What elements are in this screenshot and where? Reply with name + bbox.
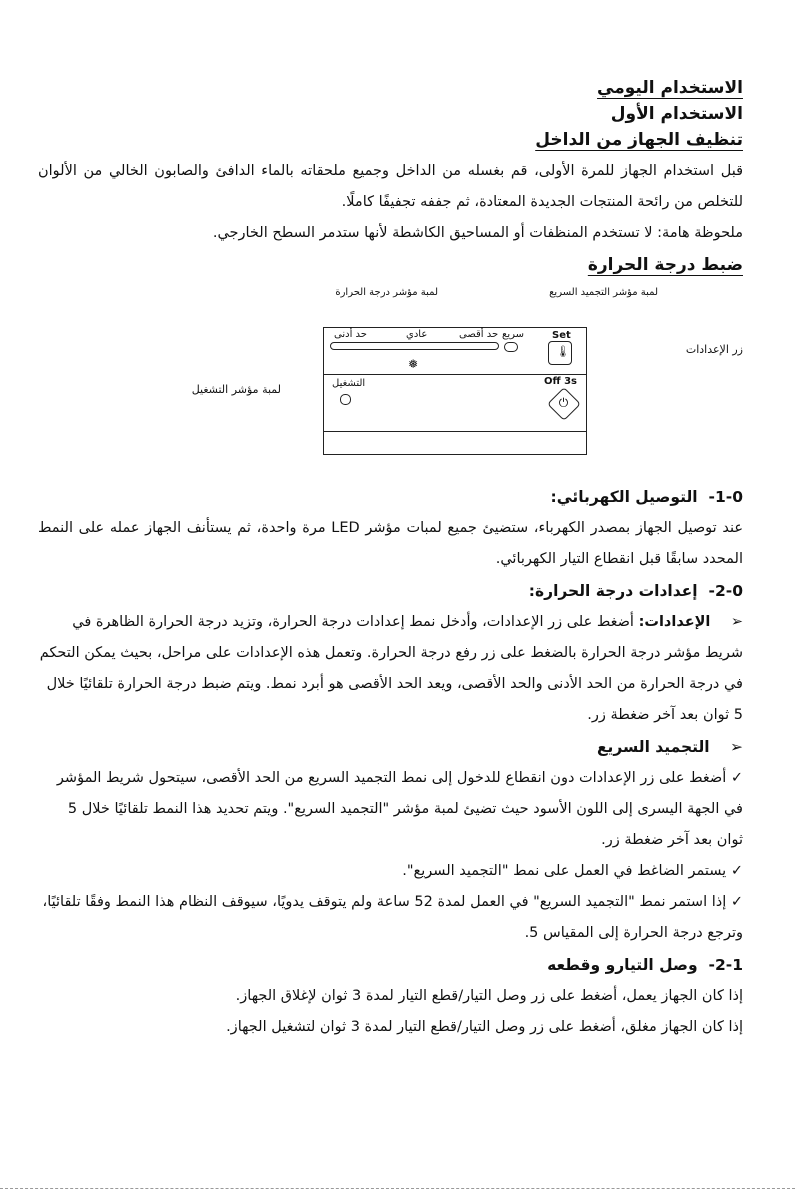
fast-freeze-text-3: إذا استمر نمط "التجميد السريع" في العمل لمدة 52 ساعة ولم يتوقف يدويًا، سيوقف النظام هذا النمط وفقًا تلقائيًا، وترجع درجة الحرارة إلى المقياس 5. (42, 894, 743, 941)
fast-freeze-text-1: أضغط على زر الإعدادات دون انقطاع للدخول إلى نمط التجميد السريع من الحد الأقصى، سيتحول شريط المؤشر في الجهة اليسرى إلى اللون الأسود حيث تضيئ لمبة مؤشر "التجميد السريع". ويتم تحديد هذا النمط تلقائيًا خلال 5 ثوان بعد آخر ضغطة زر. (56, 770, 743, 848)
item-3-title: وصل التيارو وقطعه (547, 956, 698, 974)
fast-freeze-title: التجميد السريع (596, 738, 710, 756)
item-3-number: 2-1- (708, 956, 743, 974)
settings-bullet (38, 607, 743, 731)
heading-temp-control: ضبط درجة الحرارة (587, 255, 743, 275)
item-2-title: إعدادات درجة الحرارة: (528, 582, 698, 600)
connect-text: عند توصيل الجهاز بمصدر الكهرباء، ستضيئ جميع لمبات مؤشر LED مرة واحدة، ثم يستأنف الجهاز عمله على النمط المحدد سابقًا قبل انقطاع التيار الكهربائي. (38, 520, 744, 567)
fast-freeze-heading (38, 731, 743, 763)
fast-freeze-bullet-2 (38, 856, 743, 887)
item-2-number: 2-0- (708, 582, 743, 600)
item-1-title: التوصيل الكهربائي: (550, 488, 698, 506)
settings-bullet-text: أضغط على زر الإعدادات، وأدخل نمط إعدادات درجة الحرارة، وتزيد درجة الحرارة الظاهرة في شريط مؤشر درجة الحرارة بالضغط على زر رفع درجة الحرارة. وتعمل هذه الإعدادات على مراحل، بحيث يمكن التحكم في درجة الحرارة من الحد الأدنى والحد الأقصى، ويعد الحد الأقصى هو أبرد نمط. ويتم ضبط درجة الحرارة تلقائيًا خلال 5 ثوان بعد آخر ضغطة زر. (39, 614, 743, 723)
scale-max: حد أقصى (459, 329, 499, 340)
check-icon: ✓ (730, 894, 743, 910)
page-bottom-border (0, 1188, 795, 1189)
temperature-scale-bar (330, 342, 499, 350)
scale-min: حد أدنى (334, 329, 367, 340)
control-panel-diagram (38, 287, 743, 467)
power-icon: ⏻ (558, 395, 569, 410)
arrow-bullet-icon: ➢ (730, 738, 743, 756)
control-panel (323, 327, 587, 455)
off-label: Off 3s (544, 376, 577, 387)
power-label: التشغيل (332, 378, 366, 389)
label-settings-button: زر الإعدادات (685, 343, 743, 356)
scale-normal: عادي (406, 329, 428, 340)
set-button[interactable] (548, 341, 572, 365)
label-fast-freeze-indicator: لمبة مؤشر التجميد السريع (549, 287, 658, 298)
note-text: ملحوظة هامة: لا تستخدم المنظفات أو المساحيق الكاشطة لأنها ستدمر السطح الخارجي. (212, 225, 743, 241)
heading-cleaning: تنظيف الجهاز من الداخل (535, 130, 743, 150)
power-led (340, 394, 351, 405)
item-1-number: 1-0- (708, 488, 743, 506)
thermometer-icon: 🌡 (556, 345, 570, 358)
item-1-heading (38, 481, 743, 513)
arrow-bullet-icon: ➢ (730, 614, 743, 630)
heading-first-use: الاستخدام الأول (610, 104, 743, 124)
fast-freeze-bullet-1 (38, 763, 743, 856)
fast-label: سريع (502, 329, 525, 340)
fast-freeze-led (504, 342, 518, 352)
power-line-1: إذا كان الجهاز يعمل، أضغط على زر وصل التيار/قطع التيار لمدة 3 ثوان لإغلاق الجهاز. (235, 988, 743, 1004)
check-icon: ✓ (730, 770, 743, 786)
check-icon: ✓ (730, 863, 743, 879)
item-3-heading (38, 949, 743, 981)
label-temp-indicator: لمبة مؤشر درجة الحرارة (335, 287, 438, 298)
power-line-2: إذا كان الجهاز مغلق، أضغط على زر وصل التيار/قطع التيار لمدة 3 ثوان لتشغيل الجهاز. (226, 1019, 743, 1035)
snowflake-icon: ❅ (408, 357, 419, 371)
settings-bullet-title: الإعدادات: (638, 614, 711, 630)
fast-freeze-text-2: يستمر الضاغط في العمل على نمط "التجميد السريع". (402, 863, 727, 879)
label-power-indicator: لمبة مؤشر التشغيل (191, 383, 281, 396)
fast-freeze-bullet-3 (38, 887, 743, 949)
page-content (38, 78, 743, 1043)
item-2-heading (38, 575, 743, 607)
set-label: Set (552, 330, 571, 341)
power-button[interactable] (547, 387, 581, 421)
panel-row-bottom (324, 431, 586, 432)
heading-daily-use: الاستخدام اليومي (597, 78, 743, 98)
panel-row-power (324, 374, 586, 410)
cleaning-text: قبل استخدام الجهاز للمرة الأولى، قم بغسله من الداخل وجميع ملحقاته بالماء الدافئ والصابون الخالي من الألوان للتخلص من رائحة المنتجات الجديدة المعتادة، ثم جففه تجفيفًا كاملًا. (38, 163, 743, 210)
